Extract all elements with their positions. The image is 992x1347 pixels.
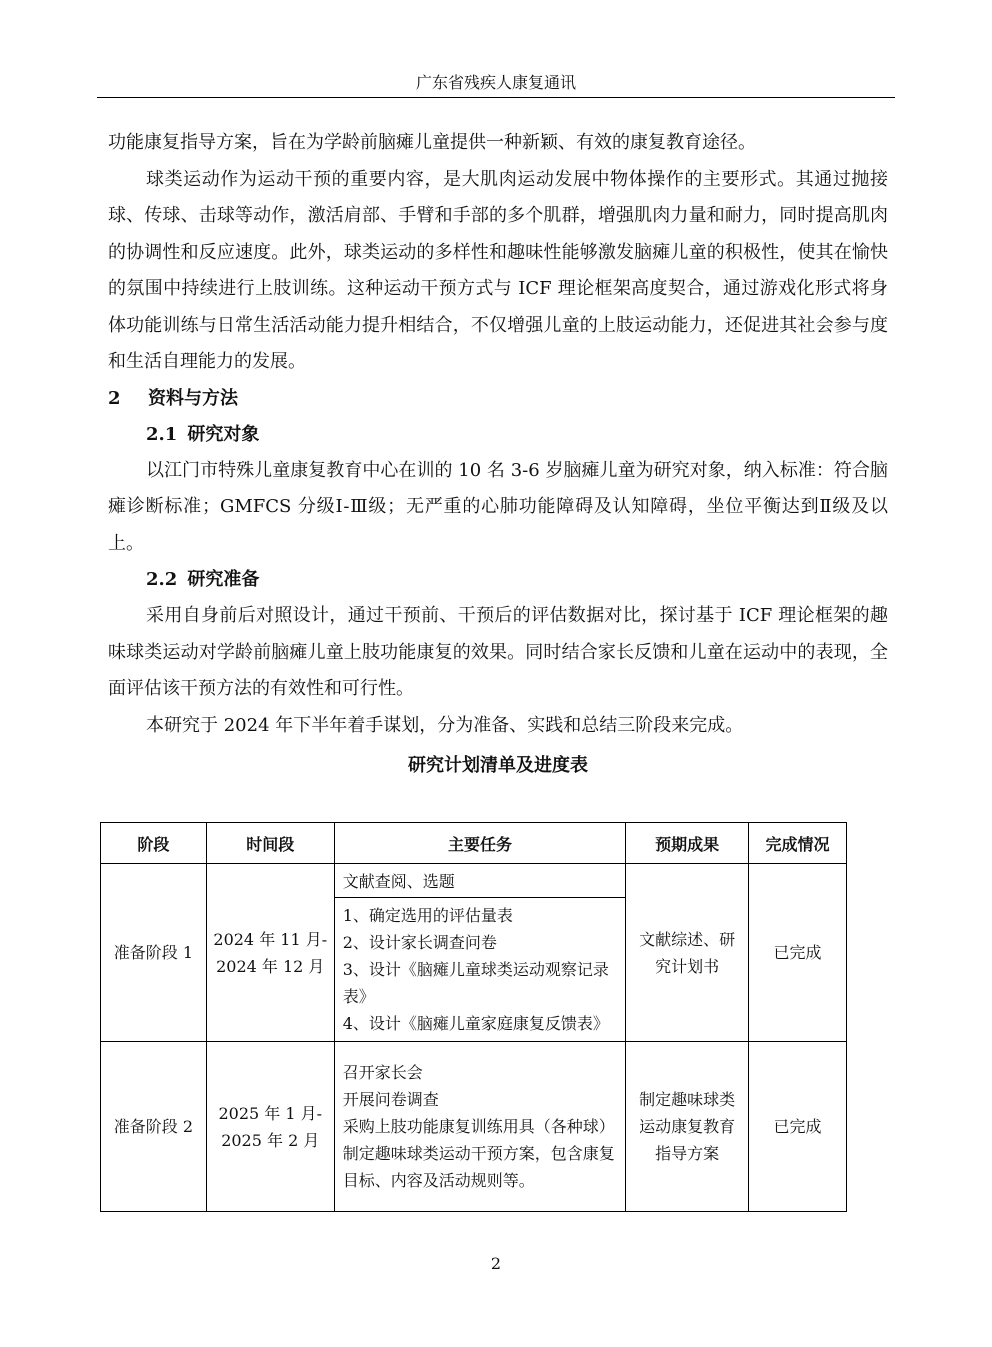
- period-start: 2024 年 11 月-: [213, 929, 328, 949]
- task-item: 召开家长会: [342, 1063, 423, 1082]
- task-item: 开展问卷调查: [342, 1090, 439, 1109]
- period-end: 2024 年 12 月: [216, 956, 325, 976]
- task-item: 制定趣味球类运动干预方案，包含康复目标、内容及活动规则等。: [342, 1144, 615, 1190]
- table-row: [101, 1042, 847, 1212]
- task-item: 3、设计《脑瘫儿童球类运动观察记录表》: [342, 960, 609, 1006]
- section-title: 资料与方法: [148, 387, 238, 409]
- tasks-cell: [334, 1042, 626, 1212]
- running-header: 广东省残疾人康复通讯: [415, 73, 576, 92]
- stage-cell: 准备阶段 1: [101, 864, 207, 1042]
- period-end: 2025 年 2 月: [221, 1130, 320, 1150]
- section-heading-2: [108, 381, 888, 417]
- paragraph-1: 功能康复指导方案，旨在为学龄前脑瘫儿童提供一种新颖、有效的康复教育途径。: [108, 132, 756, 153]
- paragraph-5: 本研究于 2024 年下半年着手谋划，分为准备、实践和总结三阶段来完成。: [146, 714, 744, 736]
- header-outcome: 预期成果: [626, 823, 749, 864]
- paragraph-4: 采用自身前后对照设计，通过干预前、干预后的评估数据对比，探讨基于 ICF 理论框架的趣味球类运动对学龄前脑瘫儿童上肢功能康复的效果。同时结合家长反馈和儿童在运动中的表现，全面评估该干预方法的有效性和可行性。: [108, 605, 888, 699]
- page-number: 2: [490, 1254, 502, 1273]
- tasks-cell: [334, 864, 626, 1042]
- paragraph-2: 球类运动作为运动干预的重要内容，是大肌肉运动发展中物体操作的主要形式。其通过抛接球、传球、击球等动作，激活肩部、手臂和手部的多个肌群，增强肌肉力量和耐力，同时提高肌肉的协调性和反应速度。此外，球类运动的多样性和趣味性能够激发脑瘫儿童的积极性，使其在愉快的氛围中持续进行上肢训练。这种运动干预方式与 ICF 理论框架高度契合，通过游戏化形式将身体功能训练与日常生活活动能力提升相结合，不仅增强儿童的上肢运动能力，还促进其社会参与度和生活自理能力的发展。: [108, 168, 888, 372]
- header-rule: [97, 97, 895, 98]
- task-item: 4、设计《脑瘫儿童家庭康复反馈表》: [342, 1014, 609, 1033]
- period-cell: [206, 864, 334, 1042]
- task-head: 文献查阅、选题: [342, 872, 455, 891]
- status-cell: 已完成: [749, 864, 847, 1042]
- outcome-cell: 文献综述、研究计划书: [626, 864, 749, 1042]
- task-item: 2、设计家长调查问卷: [342, 933, 497, 952]
- table-title: 研究计划清单及进度表: [408, 755, 588, 776]
- status-cell: 已完成: [749, 1042, 847, 1212]
- outcome-cell: 制定趣味球类运动康复教育指导方案: [626, 1042, 749, 1212]
- header-status: 完成情况: [749, 823, 847, 864]
- paragraph-3: 以江门市特殊儿童康复教育中心在训的 10 名 3-6 岁脑瘫儿童为研究对象，纳入标准：符合脑瘫诊断标准；GMFCS 分级Ⅰ-Ⅲ级；无严重的心肺功能障碍及认知障碍，坐位平衡达到Ⅱ级及以上。: [108, 459, 888, 554]
- table-row: [101, 864, 847, 1042]
- section-number: 2: [108, 387, 121, 409]
- stage-cell: 准备阶段 2: [101, 1042, 207, 1212]
- subsection-number: 2.1: [146, 423, 178, 445]
- header-tasks: 主要任务: [334, 823, 626, 864]
- subsection-heading-2-1: [108, 417, 888, 453]
- period-start: 2025 年 1 月-: [218, 1103, 323, 1123]
- task-item: 1、确定选用的评估量表: [342, 906, 513, 925]
- table-header-row: [101, 823, 847, 864]
- header-period: 时间段: [206, 823, 334, 864]
- subsection-title: 研究对象: [187, 423, 260, 445]
- subsection-title: 研究准备: [187, 569, 260, 590]
- article-body: [108, 125, 888, 784]
- subsection-heading-2-2: [108, 562, 888, 598]
- period-cell: [206, 1042, 334, 1212]
- research-plan-table: [100, 822, 847, 1212]
- header-stage: 阶段: [101, 823, 207, 864]
- subsection-number: 2.2: [146, 569, 178, 590]
- task-item: 采购上肢功能康复训练用具（各种球）: [342, 1117, 615, 1136]
